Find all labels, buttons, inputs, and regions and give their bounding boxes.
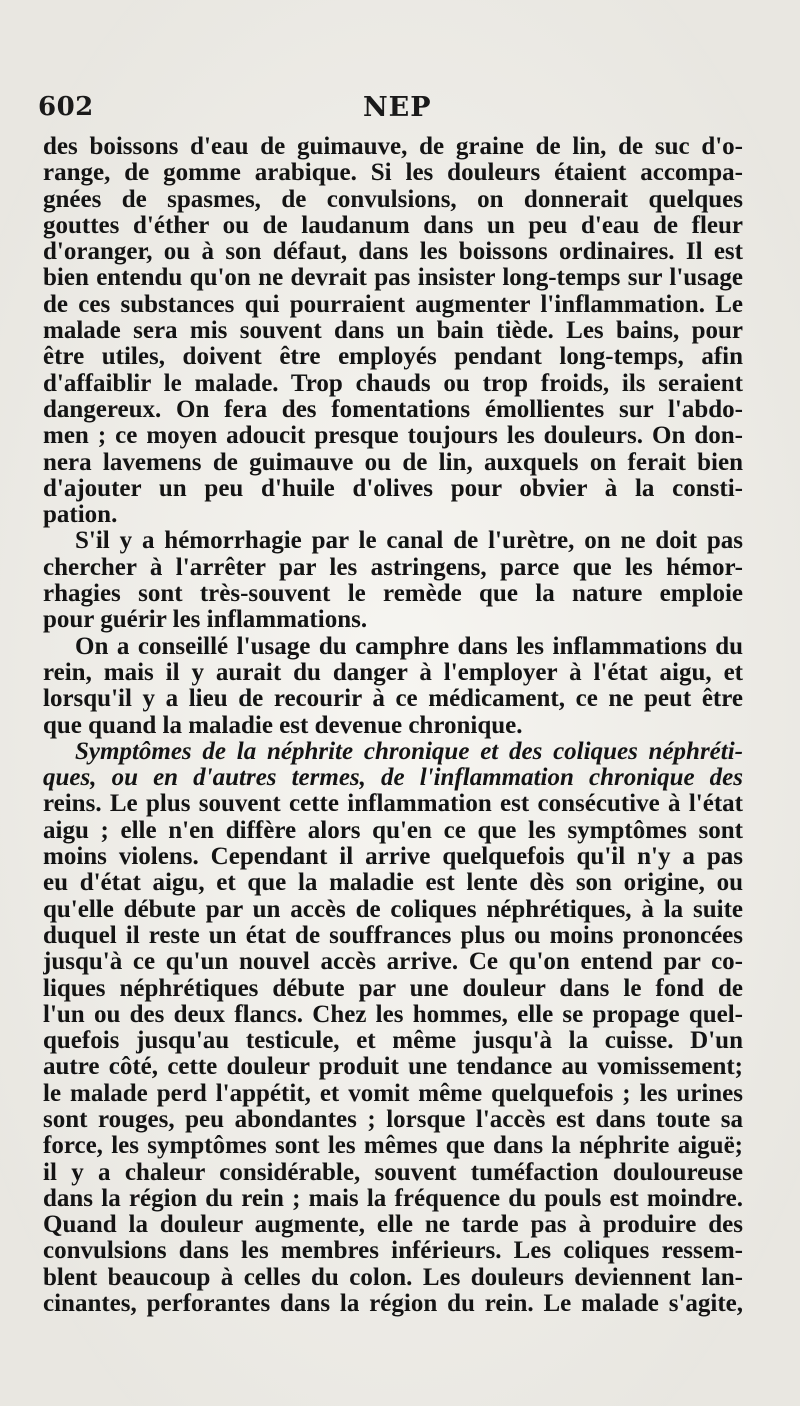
text-line: On a conseillé l'usage du camphre dans les inflammations du bbox=[75, 633, 743, 660]
text-line: blent beaucoup à celles du colon. Les douleurs deviennent lan- bbox=[43, 1264, 743, 1291]
paragraph bbox=[43, 634, 743, 739]
text-line: le malade perd l'appétit, et vomit même quelquefois ; les urines bbox=[43, 1080, 743, 1107]
section-heading-line: ques, ou en d'autres termes, de l'inflammation chronique des bbox=[43, 765, 743, 792]
text-line: d'affaiblir le malade. Trop chauds ou trop froids, ils seraient bbox=[43, 370, 743, 397]
text-line: que quand la maladie est devenue chronique. bbox=[43, 712, 523, 739]
text-line: S'il y a hémorrhagie par le canal de l'urètre, on ne doit pas bbox=[75, 528, 743, 555]
text-line: moins violens. Cependant il arrive quelquefois qu'il n'y a pas bbox=[43, 844, 743, 871]
text-line: qu'elle débute par un accès de coliques néphrétiques, à la suite bbox=[43, 896, 743, 923]
text-line: dangereux. On fera des fomentations émollientes sur l'abdo- bbox=[43, 396, 743, 423]
section-heading-line: Symptômes de la néphrite chronique et des coliques néphréti- bbox=[75, 738, 743, 765]
text-line: pation. bbox=[43, 502, 118, 529]
running-head: NEP bbox=[363, 92, 432, 123]
text-line: autre côté, cette douleur produit une tendance au vomissement; bbox=[43, 1054, 743, 1081]
text-line: nera lavemens de guimauve ou de lin, auxquels on ferait bien bbox=[43, 449, 743, 476]
text-line: lorsqu'il y a lieu de recourir à ce médicament, ce ne peut être bbox=[43, 686, 743, 713]
text-line: gouttes d'éther ou de laudanum dans un peu d'eau de fleur bbox=[43, 212, 743, 239]
text-line: reins. Le plus souvent cette inflammation est consécutive à l'état bbox=[43, 791, 743, 818]
paragraph bbox=[43, 739, 743, 1318]
text-line: gnées de spasmes, de convulsions, on donnerait quelques bbox=[43, 186, 743, 213]
text-line: convulsions dans les membres inférieurs. Les coliques ressem- bbox=[43, 1238, 743, 1265]
text-line: force, les symptômes sont les mêmes que dans la néphrite aiguë; bbox=[43, 1133, 743, 1160]
text-line: d'oranger, ou à son défaut, dans les boissons ordinaires. Il est bbox=[43, 239, 743, 266]
text-line: duquel il reste un état de souffrances plus ou moins prononcées bbox=[43, 922, 743, 949]
text-line: jusqu'à ce qu'un nouvel accès arrive. Ce qu'on entend par co- bbox=[43, 949, 743, 976]
paragraph bbox=[43, 528, 743, 633]
text-line: il y a chaleur considérable, souvent tuméfaction douloureuse bbox=[43, 1159, 743, 1186]
text-line: rhagies sont très-souvent le remède que la nature emploie bbox=[43, 581, 743, 608]
text-line: Quand la douleur augmente, elle ne tarde pas à produire des bbox=[43, 1212, 743, 1239]
text-line: être utiles, doivent être employés pendant long-temps, afin bbox=[43, 344, 743, 371]
text-line: liques néphrétiques débute par une douleur dans le fond de bbox=[43, 975, 743, 1002]
text-line: pour guérir les inflammations. bbox=[43, 607, 368, 634]
text-line: aigu ; elle n'en diffère alors qu'en ce que les symptômes sont bbox=[43, 817, 743, 844]
paragraph bbox=[43, 134, 743, 528]
text-line: sont rouges, peu abondantes ; lorsque l'accès est dans toute sa bbox=[43, 1106, 743, 1133]
text-line: d'ajouter un peu d'huile d'olives pour obvier à la consti- bbox=[43, 475, 743, 502]
text-line: cinantes, perforantes dans la région du rein. Le malade s'agite, bbox=[43, 1291, 743, 1318]
text-line: bien entendu qu'on ne devrait pas insister long-temps sur l'usage bbox=[43, 265, 743, 292]
text-line: l'un ou des deux flancs. Chez les hommes, elle se propage quel- bbox=[43, 1001, 743, 1028]
text-line: rein, mais il y aurait du danger à l'employer à l'état aigu, et bbox=[43, 659, 743, 686]
page-header bbox=[38, 92, 744, 132]
text-line: quefois jusqu'au testicule, et même jusqu'à la cuisse. D'un bbox=[43, 1028, 743, 1055]
text-line: dans la région du rein ; mais la fréquence du pouls est moindre. bbox=[43, 1185, 743, 1212]
body-text bbox=[43, 134, 743, 1317]
text-line: des boissons d'eau de guimauve, de graine de lin, de suc d'o- bbox=[43, 134, 743, 160]
page-number: 602 bbox=[38, 92, 94, 122]
text-line: malade sera mis souvent dans un bain tiède. Les bains, pour bbox=[43, 318, 743, 345]
text-line: eu d'état aigu, et que la maladie est lente dès son origine, ou bbox=[43, 870, 743, 897]
text-line: range, de gomme arabique. Si les douleurs étaient accompa- bbox=[43, 160, 743, 187]
text-line: men ; ce moyen adoucit presque toujours les douleurs. On don- bbox=[43, 423, 743, 450]
text-line: de ces substances qui pourraient augmenter l'inflammation. Le bbox=[43, 291, 743, 318]
text-line: chercher à l'arrêter par les astringens, parce que les hémor- bbox=[43, 554, 743, 581]
